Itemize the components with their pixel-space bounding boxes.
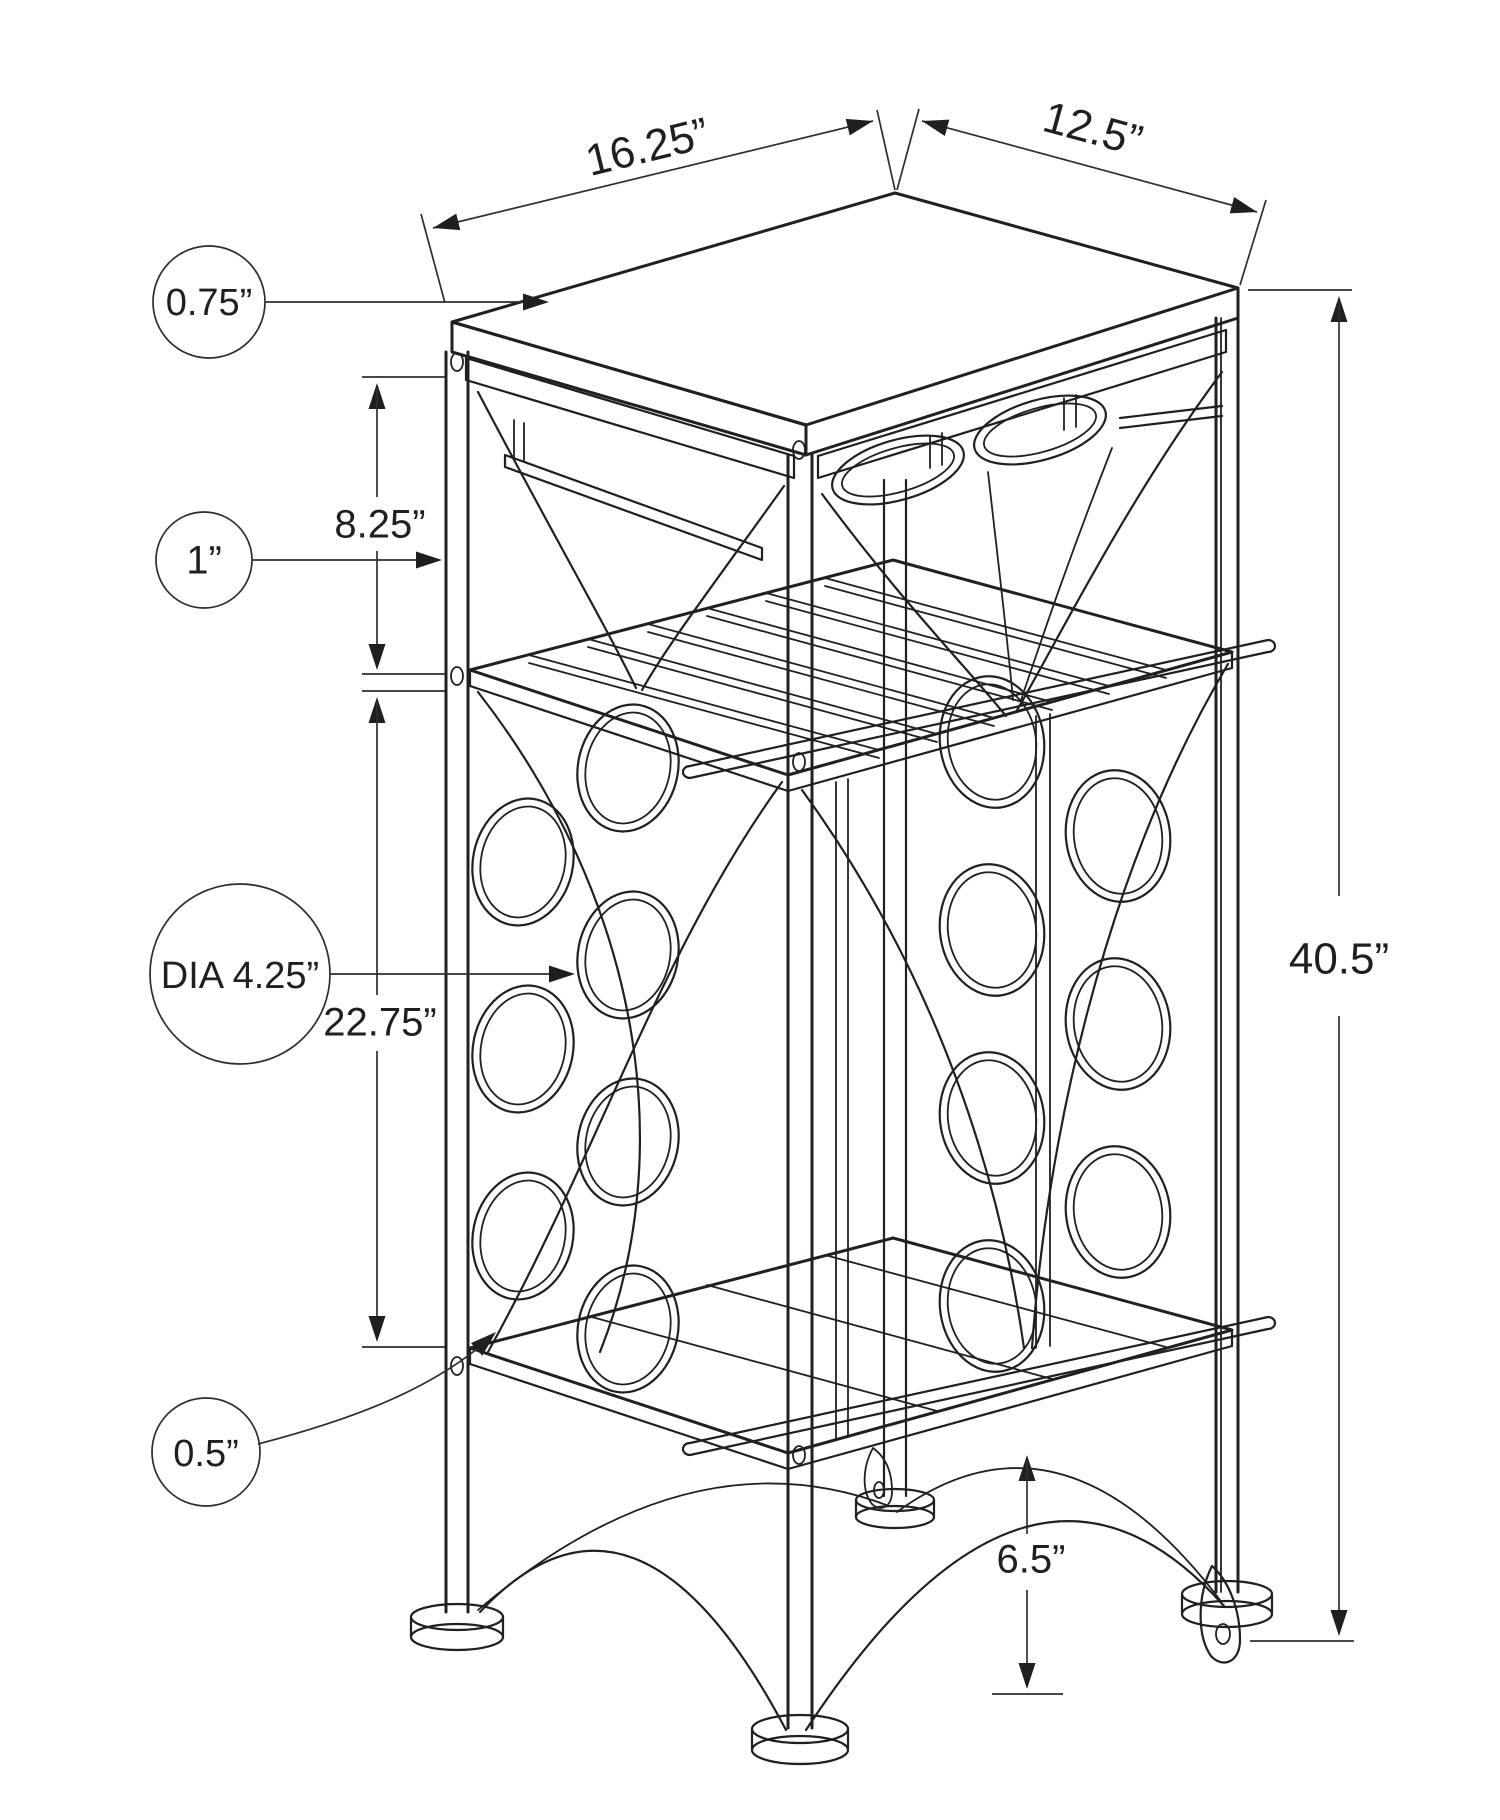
dim-base-clearance-label: 6.5” bbox=[996, 1537, 1066, 1582]
dim-overall-height-label: 40.5” bbox=[1288, 934, 1390, 984]
dim-upper-section-label: 8.25” bbox=[334, 502, 426, 547]
bottle-rings-left bbox=[461, 695, 690, 1402]
dim-upper-section bbox=[334, 377, 445, 674]
tabletop bbox=[452, 193, 1238, 478]
dim-overall-height bbox=[1248, 290, 1389, 1641]
dim-top-width-label: 16.25” bbox=[580, 108, 714, 186]
callout-top-thickness bbox=[153, 246, 549, 358]
upper-braces bbox=[478, 372, 1222, 716]
dim-top-width bbox=[421, 109, 895, 303]
callout-ring-diameter-label: DIA 4.25” bbox=[160, 955, 320, 998]
base-arches bbox=[478, 1448, 1240, 1730]
center-rods bbox=[836, 714, 1050, 1440]
middle-shelf bbox=[470, 560, 1275, 791]
dim-rack-section-label: 22.75” bbox=[323, 1000, 437, 1045]
dim-base-clearance bbox=[992, 1455, 1065, 1694]
callout-frame-tube bbox=[152, 1326, 502, 1506]
dim-rack-section bbox=[323, 691, 445, 1347]
stemware-rail bbox=[505, 420, 762, 560]
table-drawing bbox=[411, 193, 1275, 1764]
dim-top-depth-label: 12.5” bbox=[1037, 92, 1148, 167]
teardrop-bracket-back bbox=[865, 1448, 892, 1508]
callout-leg-diameter-label: 1” bbox=[186, 538, 222, 583]
dim-top-depth bbox=[897, 92, 1266, 285]
callout-top-thickness-label: 0.75” bbox=[165, 282, 253, 325]
bottom-shelf bbox=[470, 1238, 1275, 1469]
bottle-rings-right bbox=[931, 669, 1178, 1378]
callout-frame-tube-label: 0.5” bbox=[173, 1433, 239, 1476]
feet bbox=[411, 1489, 1272, 1764]
